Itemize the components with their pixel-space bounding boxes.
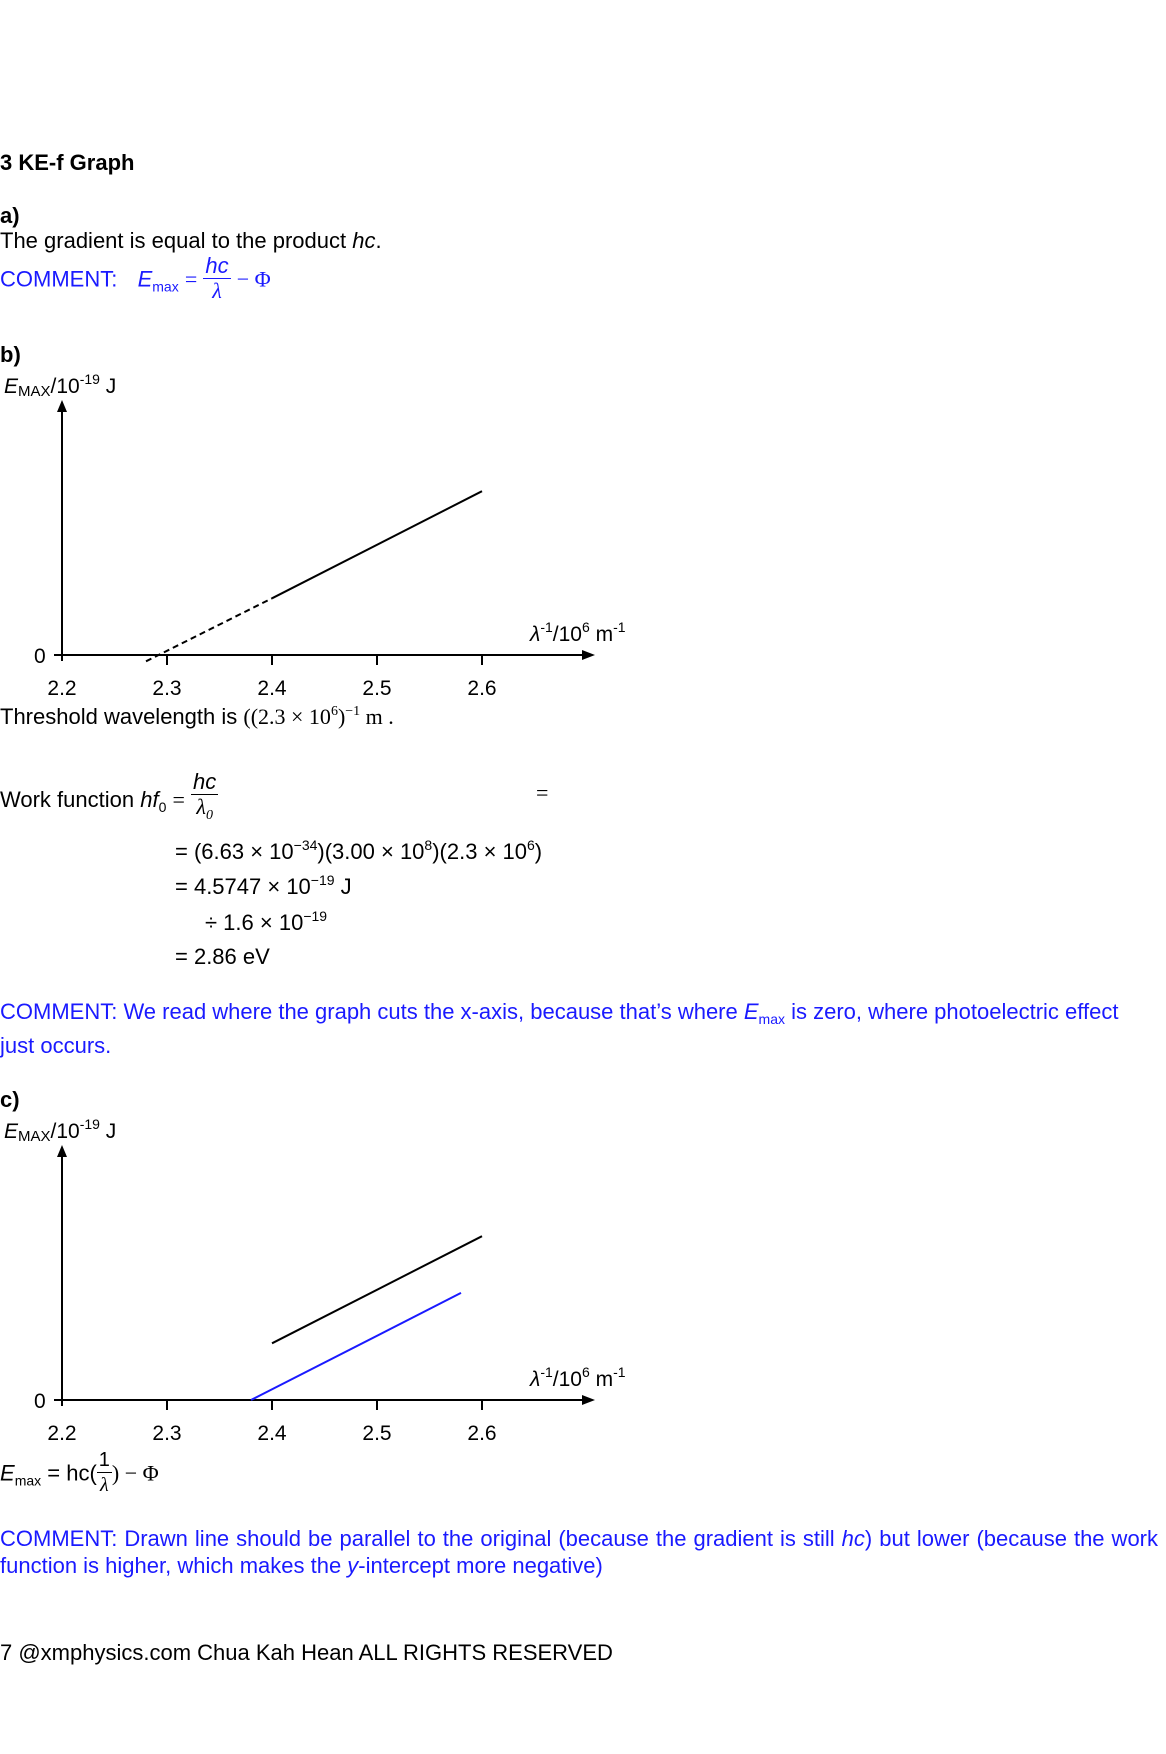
step1-c: )(2.3 × 10 bbox=[432, 839, 527, 864]
comment-c-a: COMMENT: Drawn line should be parallel to the original (because the gradient is still bbox=[0, 1526, 842, 1551]
step1-exp2: 8 bbox=[424, 837, 433, 853]
x-tick-label: 2.4 bbox=[257, 1422, 287, 1445]
y-label-unit: J bbox=[99, 1120, 117, 1143]
comment-b-sub: max bbox=[758, 1011, 785, 1027]
y-axis-arrow bbox=[57, 400, 67, 412]
eq-equals: = bbox=[184, 266, 198, 292]
work-function-line bbox=[0, 769, 218, 830]
y-label-unit: J bbox=[99, 375, 117, 398]
c-eq-mid: = hc( bbox=[41, 1460, 97, 1486]
step2-exp: −19 bbox=[310, 872, 335, 888]
comment-c-c: -intercept more negative) bbox=[358, 1553, 603, 1578]
part-a-text-pre: The gradient is equal to the product bbox=[0, 228, 353, 253]
threshold-exp: 6 bbox=[330, 704, 338, 719]
comment-c-b: ) but lower (because the work function is higher, which makes the bbox=[0, 1526, 1159, 1578]
step1-exp: −34 bbox=[293, 837, 318, 853]
eq-lhs-sub: max bbox=[152, 278, 179, 295]
y-axis-label bbox=[4, 371, 116, 400]
c-eq-numerator: 1 bbox=[98, 1449, 110, 1471]
y-axis-label bbox=[4, 1116, 116, 1145]
part-b-comment-line2: just occurs. bbox=[0, 1033, 112, 1058]
y-label-sub: MAX bbox=[18, 383, 51, 400]
step1-exp3: 6 bbox=[527, 837, 535, 853]
x-label-exp1: -1 bbox=[540, 1364, 553, 1380]
c-eq-lhs-sub: max bbox=[14, 1472, 42, 1489]
y-zero-label: 0 bbox=[34, 1390, 46, 1413]
part-a-text bbox=[0, 228, 382, 254]
x-label-rest: /10 bbox=[552, 623, 582, 646]
comment-c-var2: y bbox=[347, 1553, 359, 1578]
threshold-exp2: −1 bbox=[345, 704, 361, 719]
wf-den-sub: 0 bbox=[205, 808, 213, 823]
eq-lhs: E bbox=[137, 266, 153, 292]
step3-exp: −19 bbox=[303, 908, 328, 924]
x-tick-label: 2.2 bbox=[47, 1422, 77, 1445]
c-eq-fraction bbox=[97, 1448, 112, 1497]
threshold-unit: m . bbox=[360, 704, 394, 729]
chart-c bbox=[0, 1110, 640, 1455]
part-a-text-var: hc bbox=[352, 228, 376, 253]
wf-label: Work function bbox=[0, 786, 141, 812]
comment-c-var: hc bbox=[841, 1526, 865, 1551]
wf-equals: = bbox=[172, 786, 185, 812]
step3-a: ÷ 1.6 × 10 bbox=[205, 910, 304, 935]
c-eq-rest: ) − Φ bbox=[111, 1460, 159, 1486]
x-label-unit: m bbox=[589, 1368, 614, 1391]
calc-step-1 bbox=[175, 837, 542, 865]
step2-unit: J bbox=[334, 874, 352, 899]
series-line-2 bbox=[251, 1293, 461, 1400]
x-tick-label: 2.3 bbox=[152, 1422, 182, 1445]
threshold-expr bbox=[243, 704, 393, 729]
eq-rest: − Φ bbox=[236, 266, 271, 292]
wf-lhs: hf bbox=[140, 786, 159, 812]
eq-numerator: hc bbox=[205, 253, 229, 278]
eq-denominator: λ bbox=[212, 278, 222, 303]
x-axis-arrow bbox=[582, 650, 595, 660]
wf-fraction bbox=[191, 770, 218, 828]
wf-trailing-equals: = bbox=[536, 780, 549, 805]
series-line-2 bbox=[272, 491, 482, 598]
y-label-exp: -19 bbox=[79, 1116, 100, 1132]
x-label-unit: m bbox=[589, 623, 614, 646]
y-label-main: E bbox=[4, 1120, 19, 1143]
threshold-rest: ) bbox=[337, 704, 346, 729]
x-label-exp3: -1 bbox=[613, 619, 626, 635]
x-tick-label: 2.3 bbox=[152, 677, 182, 700]
step2-a: = 4.5747 × 10 bbox=[175, 874, 311, 899]
y-label-rest: /10 bbox=[50, 375, 80, 398]
comment-b-a: COMMENT: We read where the graph cuts the x-axis, because that’s where bbox=[0, 999, 744, 1024]
threshold-line bbox=[0, 704, 394, 730]
x-tick-label: 2.5 bbox=[362, 1422, 392, 1445]
part-b-comment-line1 bbox=[0, 999, 1118, 1027]
comment-b-var: E bbox=[743, 999, 759, 1024]
x-label-exp2: 6 bbox=[582, 1364, 590, 1380]
x-tick-label: 2.6 bbox=[467, 1422, 497, 1445]
series-line-1 bbox=[272, 1236, 482, 1343]
x-label-exp3: -1 bbox=[613, 1364, 626, 1380]
part-c-label: c) bbox=[0, 1087, 20, 1112]
calc-step-2 bbox=[175, 872, 352, 900]
calc-step-3 bbox=[205, 908, 327, 936]
wf-denominator bbox=[191, 795, 218, 828]
wf-den-text: λ bbox=[196, 794, 206, 819]
part-c-equation bbox=[0, 1450, 159, 1499]
x-label-main: λ bbox=[530, 623, 541, 646]
x-label-main: λ bbox=[530, 1368, 541, 1391]
threshold-expr-text: ((2.3 × 10 bbox=[243, 704, 331, 729]
x-axis-label bbox=[529, 1364, 626, 1391]
x-axis-arrow bbox=[582, 1395, 595, 1405]
x-tick-label: 2.2 bbox=[47, 677, 77, 700]
section-title: 3 KE-f Graph bbox=[0, 150, 135, 175]
x-tick-label: 2.6 bbox=[467, 677, 497, 700]
part-a-comment bbox=[0, 253, 271, 305]
calc-step-4: = 2.86 eV bbox=[175, 944, 270, 969]
comment-prefix: COMMENT: bbox=[0, 266, 118, 292]
y-label-sub: MAX bbox=[18, 1128, 51, 1145]
y-label-rest: /10 bbox=[50, 1120, 80, 1143]
part-a-text-post: . bbox=[375, 228, 382, 253]
x-tick-label: 2.4 bbox=[257, 677, 287, 700]
x-label-exp2: 6 bbox=[582, 619, 590, 635]
step1-b: )(3.00 × 10 bbox=[317, 839, 425, 864]
x-tick-label: 2.5 bbox=[362, 677, 392, 700]
y-zero-label: 0 bbox=[34, 645, 46, 668]
x-label-exp1: -1 bbox=[540, 619, 553, 635]
y-axis-arrow bbox=[57, 1145, 67, 1157]
c-eq-lhs: E bbox=[0, 1460, 15, 1486]
eq-fraction bbox=[203, 254, 230, 303]
y-label-exp: -19 bbox=[79, 371, 100, 387]
y-label-main: E bbox=[4, 375, 19, 398]
comment-b-b: is zero, where photoelectric effect bbox=[785, 999, 1119, 1024]
x-label-rest: /10 bbox=[552, 1368, 582, 1391]
page-footer: 7 @xmphysics.com Chua Kah Hean ALL RIGHTS RESERVED bbox=[0, 1640, 613, 1665]
c-eq-denominator: λ bbox=[100, 1474, 109, 1496]
x-axis-label bbox=[529, 619, 626, 646]
step1-d: ) bbox=[534, 839, 543, 864]
chart-b bbox=[0, 365, 640, 710]
threshold-prefix: Threshold wavelength is bbox=[0, 704, 238, 729]
step1-a: = (6.63 × 10 bbox=[175, 839, 294, 864]
part-b-label: b) bbox=[0, 342, 21, 367]
series-line-1 bbox=[146, 598, 272, 661]
wf-lhs-sub: 0 bbox=[158, 798, 167, 815]
part-a-label: a) bbox=[0, 203, 20, 228]
wf-numerator: hc bbox=[193, 769, 217, 794]
part-c-comment bbox=[0, 1525, 1158, 1579]
